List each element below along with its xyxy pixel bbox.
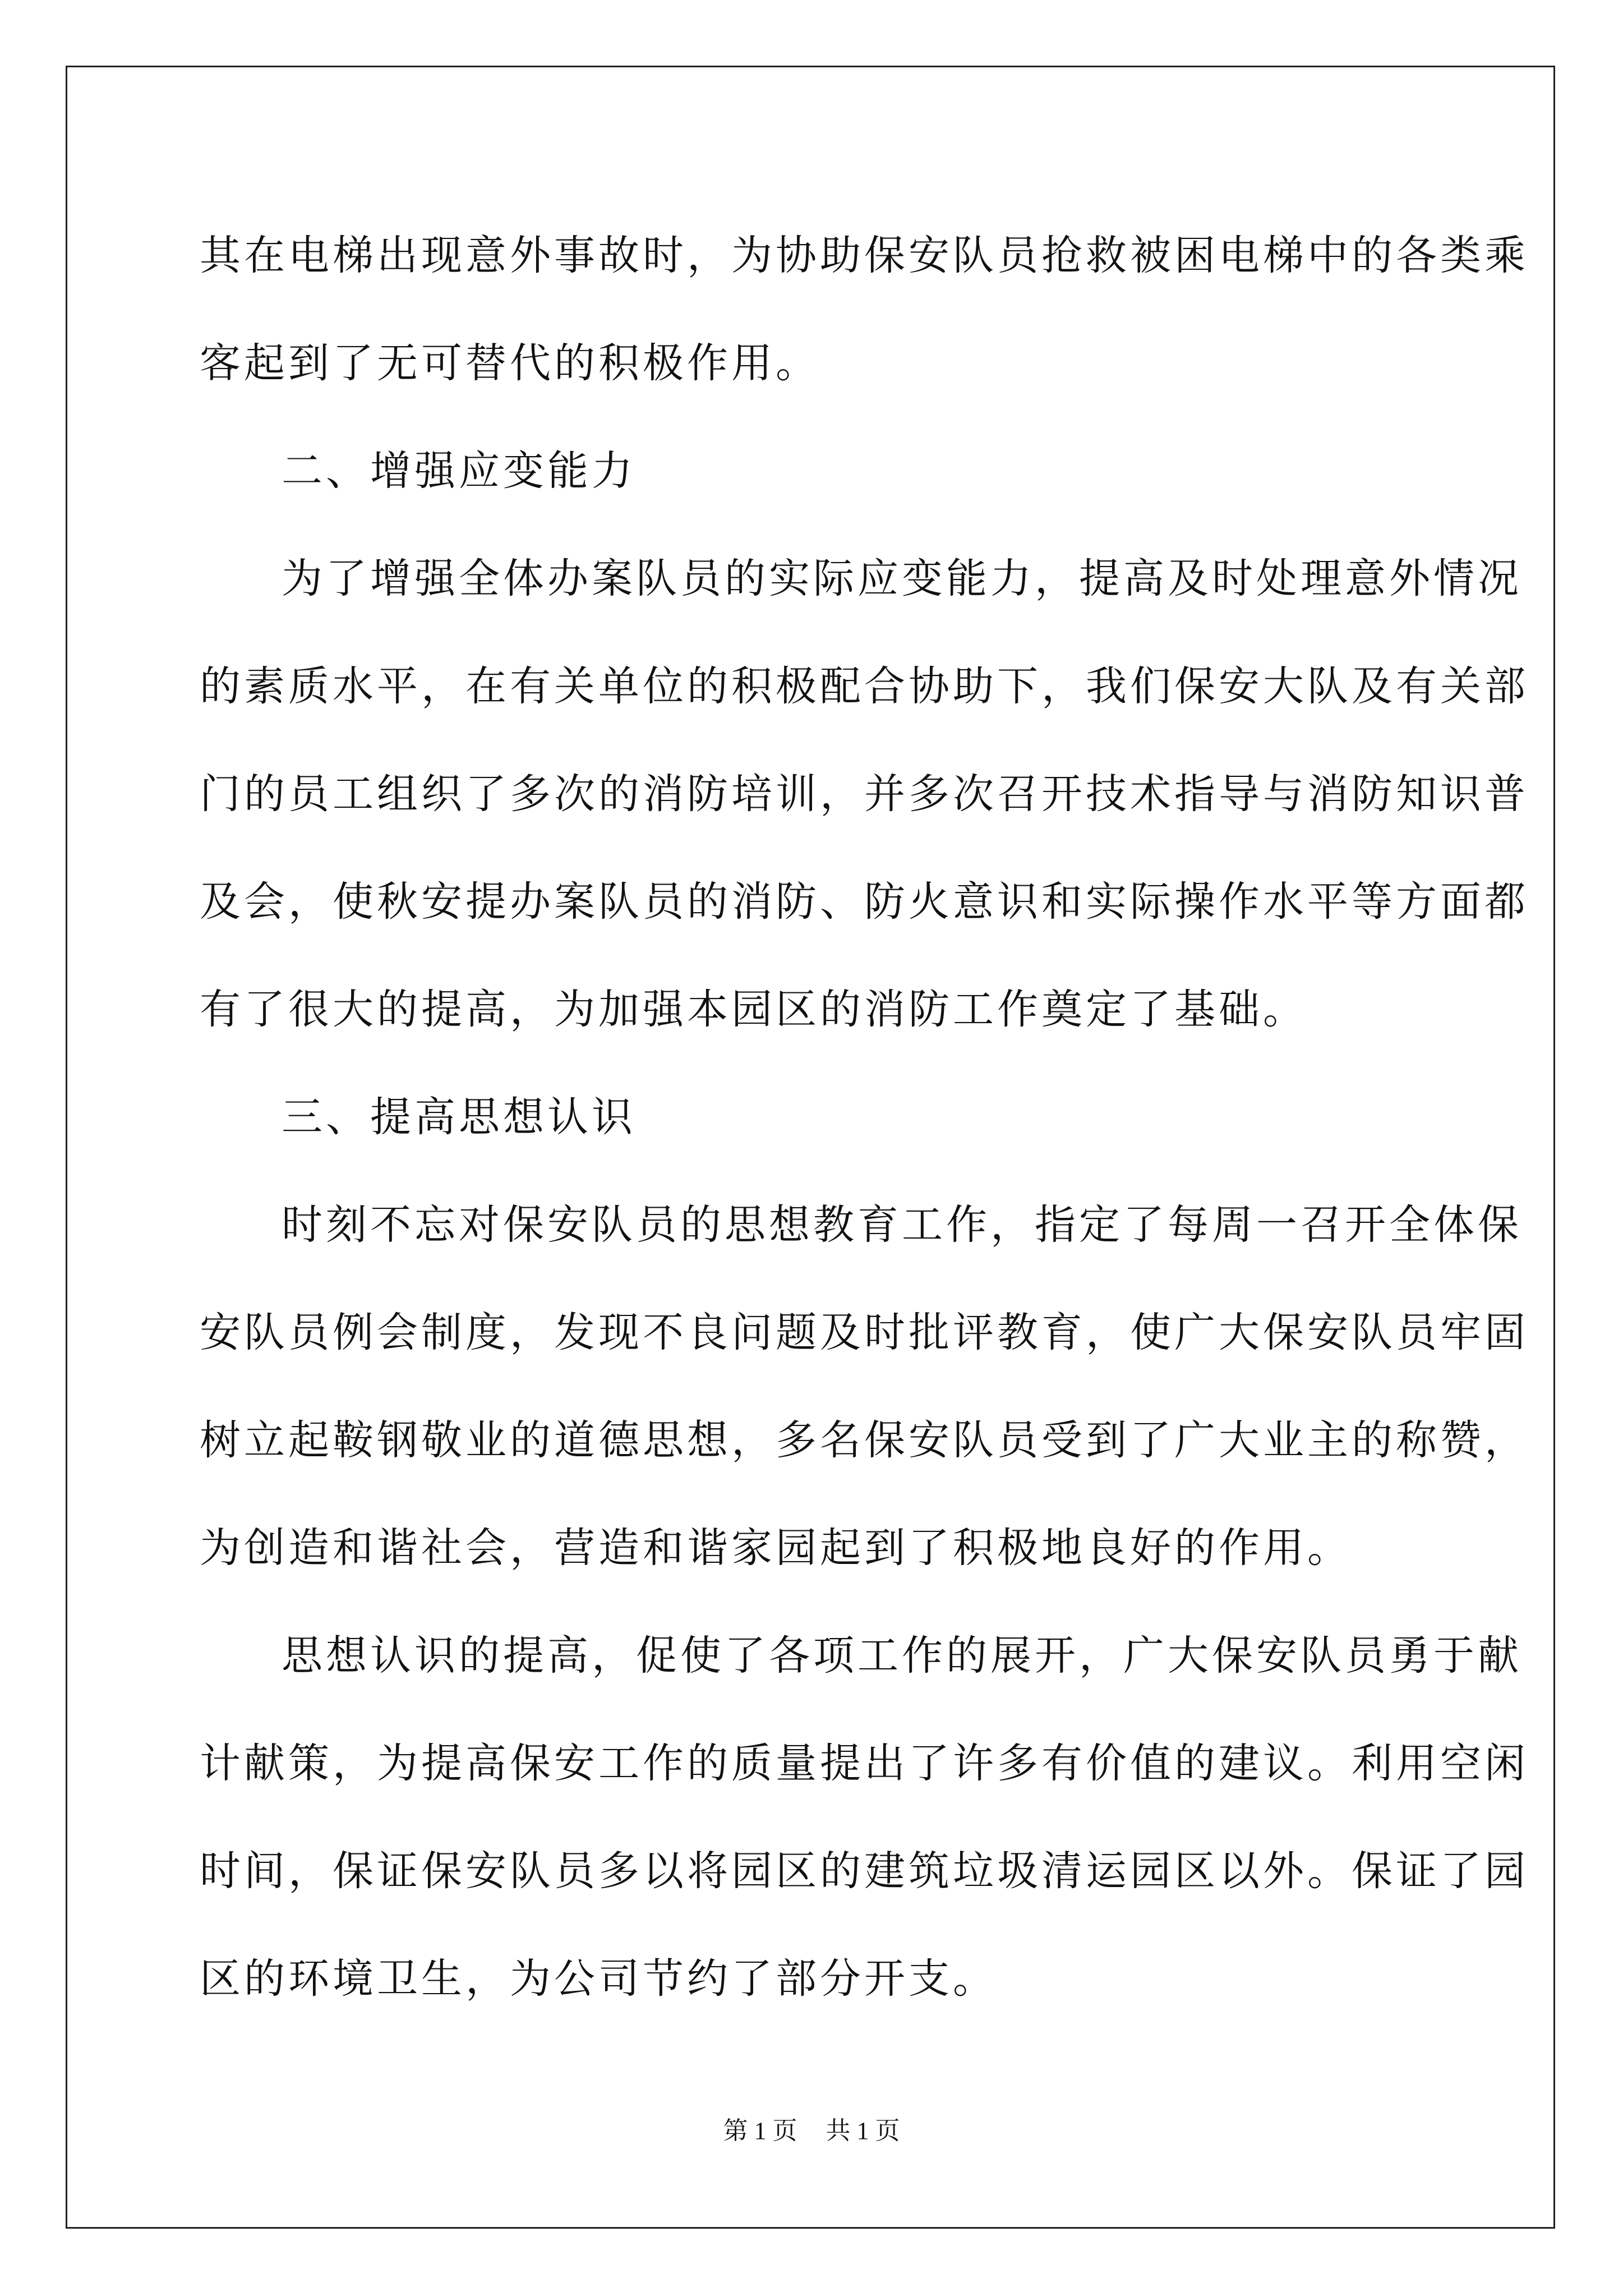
text-line: 思想认识的提高，促使了各项工作的展开，广大保安队员勇于献 <box>282 1632 1522 1680</box>
text-line: 安队员例会制度，发现不良问题及时批评教育，使广大保安队员牢固 <box>200 1309 1529 1356</box>
text-line: 其在电梯出现意外事故时，为协助保安队员抢救被困电梯中的各类乘 <box>200 232 1529 279</box>
text-line: 有了很大的提高，为加强本园区的消防工作奠定了基础。 <box>200 986 1307 1033</box>
text-line: 及会，使秋安提办案队员的消防、防火意识和实际操作水平等方面都 <box>200 878 1529 926</box>
text-line: 门的员工组织了多次的消防培训，并多次召开技术指导与消防知识普 <box>200 770 1529 818</box>
text-line: 树立起鞍钢敬业的道德思想，多名保安队员受到了广大业主的称赞， <box>200 1416 1529 1464</box>
section-heading: 三、提高思想认识 <box>282 1093 636 1141</box>
page-footer <box>0 2110 1623 2146</box>
text-line: 为创造和谐社会，营造和谐家园起到了积极地良好的作用。 <box>200 1524 1352 1572</box>
section-heading: 二、增强应变能力 <box>282 447 636 495</box>
text-line: 客起到了无可替代的积极作用。 <box>200 339 820 387</box>
text-line: 计献策，为提高保安工作的质量提出了许多有价值的建议。利用空闲 <box>200 1740 1529 1787</box>
page-number: 第 1 页 <box>723 2117 797 2145</box>
text-line: 时刻不忘对保安队员的思想教育工作，指定了每周一召开全体保 <box>282 1201 1522 1249</box>
document-body <box>200 202 1529 2033</box>
text-line: 区的环境卫生，为公司节约了部分开支。 <box>200 1955 997 2003</box>
page-total: 共 1 页 <box>826 2117 900 2145</box>
text-line: 为了增强全体办案队员的实际应变能力，提高及时处理意外情况 <box>282 555 1522 602</box>
text-line: 时间，保证保安队员多以将园区的建筑垃圾清运园区以外。保证了园 <box>200 1847 1529 1895</box>
text-line: 的素质水平，在有关单位的积极配合协助下，我们保安大队及有关部 <box>200 662 1529 710</box>
